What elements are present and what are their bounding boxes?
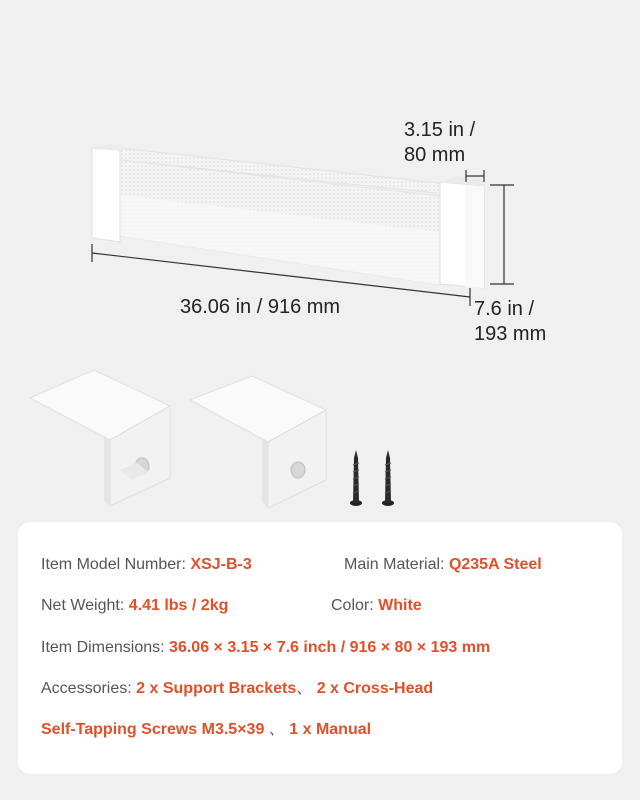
color-label: Color: xyxy=(331,597,374,614)
height-dimension-line xyxy=(490,185,514,284)
height-dimension-label xyxy=(474,297,546,347)
weight-value: 4.41 lbs / 2kg xyxy=(128,597,229,614)
depth-line1: 3.15 in / xyxy=(404,119,476,141)
spec-row-model xyxy=(41,555,252,575)
color-value: White xyxy=(378,597,422,614)
spec-row-dimensions xyxy=(41,638,490,658)
length-dimension-label: 36.06 in / 916 mm xyxy=(180,296,341,318)
material-value: Q235A Steel xyxy=(448,556,542,573)
spec-row-weight xyxy=(41,596,228,616)
dimensions-value-mm: / 916 × 80 × 193 mm xyxy=(340,639,491,656)
accessories-separator-2: 、 xyxy=(268,721,285,738)
model-value: XSJ-B-3 xyxy=(190,556,252,573)
depth-line2: 80 mm xyxy=(404,144,466,166)
support-bracket-right xyxy=(190,376,326,508)
height-line1: 7.6 in / xyxy=(474,298,535,320)
dimensions-value: 36.06 × 3.15 × 7.6 inch xyxy=(169,639,337,656)
accessories-separator-1: 、 xyxy=(296,680,313,697)
accessories-label: Accessories: xyxy=(41,680,132,697)
dimensions-label: Item Dimensions: xyxy=(41,639,165,656)
support-bracket-left xyxy=(30,370,170,506)
screw-left xyxy=(350,450,362,506)
material-label: Main Material: xyxy=(344,556,445,573)
spec-card xyxy=(18,522,622,774)
spec-row-accessories-cont xyxy=(41,720,371,740)
spec-row-material xyxy=(344,555,542,575)
depth-dimension-label xyxy=(404,118,475,168)
spec-row-accessories xyxy=(41,679,433,699)
screw-right xyxy=(382,450,394,506)
accessories-value-4: 1 x Manual xyxy=(289,721,372,738)
accessories-value-1: 2 x Support Brackets xyxy=(136,680,297,697)
model-label: Item Model Number: xyxy=(41,556,186,573)
weight-label: Net Weight: xyxy=(41,597,125,614)
height-line2: 193 mm xyxy=(474,323,547,345)
accessories-value-3: Self-Tapping Screws M3.5×39 xyxy=(41,721,265,738)
accessories-value-2: 2 x Cross-Head xyxy=(316,680,434,697)
spec-row-color xyxy=(331,596,422,616)
